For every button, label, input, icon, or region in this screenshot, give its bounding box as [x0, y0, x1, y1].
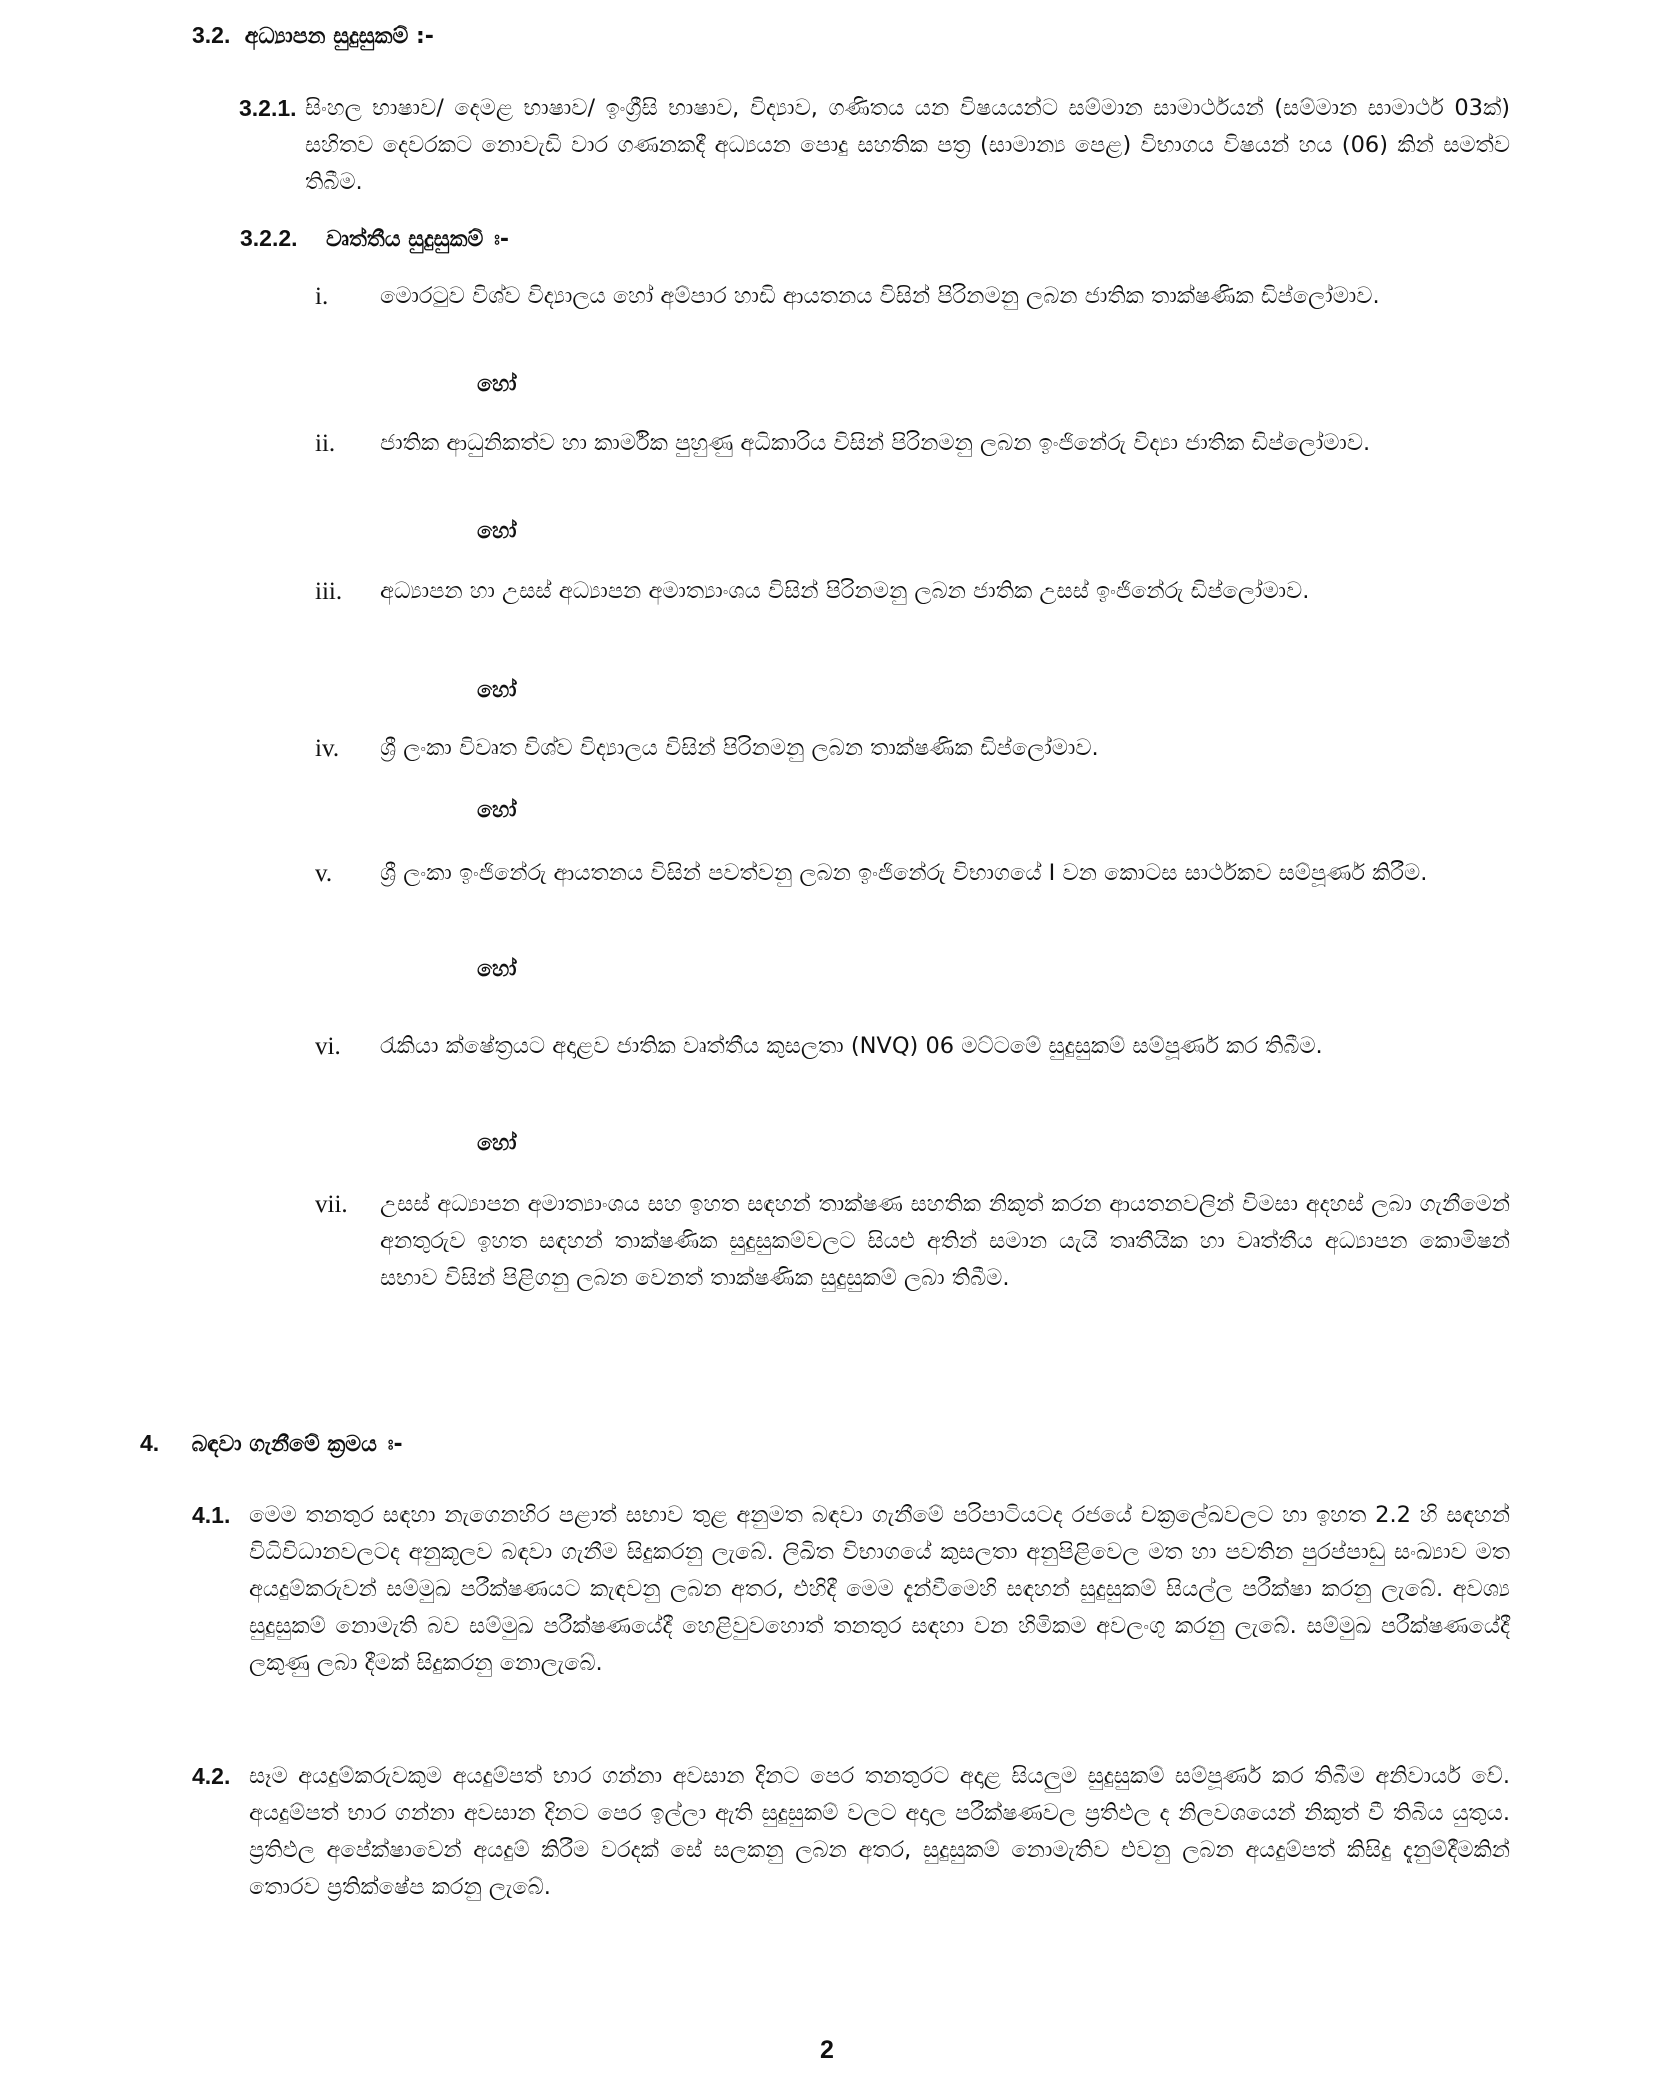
section-4-heading — [140, 1430, 403, 1457]
item-vii-text: උසස් අධ්‍යාපන අමාත්‍යාංශය සහ ඉහත සඳහන් තාක්ෂණ සහතික නිකුත් කරන ආයතනවලින් විමසා අදහස් ලබා ගැනීමෙන් අනතුරුව ඉහත සඳහන් තාක්ෂණික සුදුසුකම්වලට සියළු අතින් සමාන යැයි තෘතීයික හා වෘත්තීය අධ්‍යාපන කොමිෂන් සභාව විසින් පිළිගනු ලබන වෙනත් තාක්ෂණික සුදුසුකම් ලබා තිබීම. — [380, 1191, 1510, 1291]
paragraph-number: 4.2. — [192, 1763, 231, 1789]
section-4-1-paragraph — [192, 1497, 1510, 1682]
item-vii-numeral: vii. — [315, 1191, 348, 1218]
section-title: අධ්‍යාපන සුදුසුකම් :- — [244, 24, 434, 49]
section-4-2-paragraph — [192, 1758, 1510, 1906]
item-iv-numeral: iv. — [315, 735, 340, 762]
or-label: හෝ — [477, 372, 517, 397]
section-number: 4. — [140, 1430, 160, 1456]
section-number: 3.2. — [192, 22, 231, 48]
section-title: බඳවා ගැනීමේ ක්‍රමය ඃ- — [191, 1432, 403, 1457]
section-number: 3.2.2. — [240, 225, 298, 251]
paragraph-text: සිංහල භාෂාව/ දෙමළ භාෂාව/ ඉංග්‍රීසි භාෂාව, විද්‍යාව, ගණිතය යන විෂයයන්ට සම්මාන සාමාර්ථයන් (සම්මාන සාමාර්ථ 03ක්) සහිතව දෙවරකට නොවැඩි වාර ගණනකදී අධ්‍යයන පොදු සහතික පත්‍ර (සාමාන්‍ය පෙළ) විභාගය විෂයන් හය (06) කින් සමත්ව තිබීම. — [305, 95, 1510, 195]
item-iii-text: අධ්‍යාපන හා උසස් අධ්‍යාපන අමාත්‍යාංශය විසින් පිරිනමනු ලබන ජාතික උසස් ඉංජිනේරු ඩිප්ලෝමාව. — [380, 578, 1310, 604]
section-3-2-1-paragraph — [239, 90, 1510, 201]
item-vi-text: රැකියා ක්ෂේත්‍රයට අදාළව ජාතික වෘත්තීය කුසලතා (NVQ) 06 මට්ටමේ සුදුසුකම් සම්පූර්ණ කර තිබීම. — [380, 1033, 1323, 1059]
or-label: හෝ — [477, 798, 517, 823]
item-ii-numeral: ii. — [315, 430, 336, 457]
or-label: හෝ — [477, 519, 517, 544]
item-iii-numeral: iii. — [315, 578, 343, 605]
section-3-2-2-heading — [240, 225, 509, 252]
paragraph-text: මෙම තනතුර සඳහා නැගෙනහිර පළාත් සභාව තුළ අනුමත බඳවා ගැනීමේ පරිපාටියටද රජයේ චක්‍රලේඛවලට හා ඉහත 2.2 හි සඳහන් විධිවිධානවලටද අනුකූලව බඳවා ගැනීම සිදුකරනු ලැබේ. ලිඛිත විභාගයේ කුසලතා අනුපිළිවෙල මත හා පවතින පුරප්පාඩු සංඛ්‍යාව මත අයදුම්කරුවන් සම්මුඛ පරීක්ෂණයට කැඳවනු ලබන අතර, එහිදී මෙම දැන්වීමෙහි සඳහන් සුදුසුකම් සියල්ල පරීක්ෂා කරනු ලැබේ. අවශ්‍ය සුදුසුකම් නොමැති බව සම්මුඛ පරීක්ෂණයේදී හෙළිවුවහොත් තනතුර සඳහා වන හිමිකම අවලංගු කරනු ලැබේ. සම්මුඛ පරීක්ෂණයේදී ලකුණු ලබා දීමක් සිදුකරනු නොලැබේ. — [249, 1502, 1510, 1676]
paragraph-number: 4.1. — [192, 1502, 231, 1528]
or-label: හෝ — [477, 1131, 517, 1156]
item-i-text: මොරටුව විශ්ව විද්‍යාලය හෝ අම්පාර හාඩි ආයතනය විසින් පිරිනමනු ලබන ජාතික තාක්ෂණික ඩිප්ලෝමාව. — [380, 283, 1380, 309]
item-v-text: ශ්‍රී ලංකා ඉංජිනේරු ආයතනය විසින් පවත්වනු ලබන ඉංජිනේරු විභාගයේ I වන කොටස සාර්ථකව සම්පූර්ණ කිරීම. — [380, 860, 1428, 886]
paragraph-text: සෑම අයදුම්කරුවකුම අයදුම්පත් භාර ගන්නා අවසාන දිනට පෙර තනතුරට අදාළ සියලුම සුදුසුකම් සම්පූර්ණ කර තිබීම අනිවාර්ය වේ. අයදුම්පත් භාර ගන්නා අවසාන දිනට පෙර ඉල්ලා ඇති සුදුසුකම් වලට අදාල පරීක්ෂණවල ප්‍රතිඵල ද නිලවශයෙන් නිකුත් වී තිබිය යුතුය. ප්‍රතිඵල අපේක්ෂාවෙන් අයදුම් කිරීම වරදක් සේ සලකනු ලබන අතර, සුදුසුකම් නොමැතිව එවනු ලබන අයදුම්පත් කිසිදු දැනුම්දීමකින් තොරව ප්‍රතික්ෂේප කරනු ලැබේ. — [249, 1763, 1510, 1900]
or-label: හෝ — [477, 678, 517, 703]
paragraph-number: 3.2.1. — [239, 95, 297, 121]
item-vi-numeral: vi. — [315, 1033, 341, 1060]
section-title: වෘත්තීය සුදුසුකම් ඃ- — [325, 227, 510, 252]
page-number: 2 — [820, 2036, 834, 2064]
item-ii-text: ජාතික ආධුනිකත්ව හා කාර්මික පුහුණු අධිකාරිය විසින් පිරිනමනු ලබන ඉංජිනේරු විද්‍යා ජාතික ඩිප්ලෝමාව. — [380, 430, 1371, 456]
item-v-numeral: v. — [315, 860, 333, 887]
item-iv-text: ශ්‍රී ලංකා විවෘත විශ්ව විද්‍යාලය විසින් පිරිනමනු ලබන තාක්ෂණික ඩිප්ලෝමාව. — [380, 735, 1099, 761]
item-i-numeral: i. — [315, 283, 329, 310]
section-3-2-heading — [192, 22, 434, 49]
or-label: හෝ — [477, 957, 517, 982]
